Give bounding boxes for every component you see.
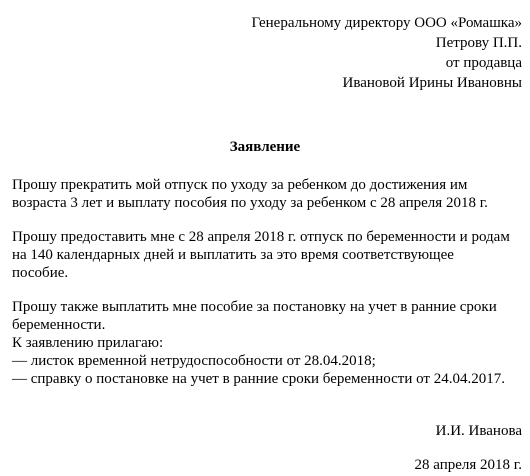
paragraph-3-line-2: беременности. xyxy=(12,317,106,333)
paragraph-1-line-2: возраста 3 лет и выплату пособия по уходу за ребенком с 28 апреля 2018 г. xyxy=(12,195,488,211)
sender-label: от продавца xyxy=(445,55,522,71)
attachment-item-1: — листок временной нетрудоспособности от 28.04.2018; xyxy=(12,353,376,369)
paragraph-2-line-1: Прошу предоставить мне с 28 апреля 2018 г. отпуск по беременности и родам xyxy=(12,229,510,245)
paragraph-1-line-1: Прошу прекратить мой отпуск по уходу за ребенком до достижения им xyxy=(12,177,468,193)
addressee-line: Генеральному директору ООО «Ромашка» xyxy=(251,15,522,31)
attachments-intro: К заявлению прилагаю: xyxy=(12,335,164,351)
document-title: Заявление xyxy=(229,139,301,155)
signature-date: 28 апреля 2018 г. xyxy=(414,457,522,473)
attachment-item-2: — справку о постановке на учет в ранние сроки беременности от 24.04.2017. xyxy=(12,371,505,387)
paragraph-2-line-2: на 140 календарных дней и выплатить за это время соответствующее xyxy=(12,247,454,263)
signature-name: И.И. Иванова xyxy=(435,423,522,439)
paragraph-2-line-3: пособие. xyxy=(12,265,69,281)
addressee-name: Петрову П.П. xyxy=(435,35,522,51)
paragraph-3-line-1: Прошу также выплатить мне пособие за постановку на учет в ранние сроки xyxy=(12,299,497,315)
sender-name: Ивановой Ирины Ивановны xyxy=(342,75,522,91)
